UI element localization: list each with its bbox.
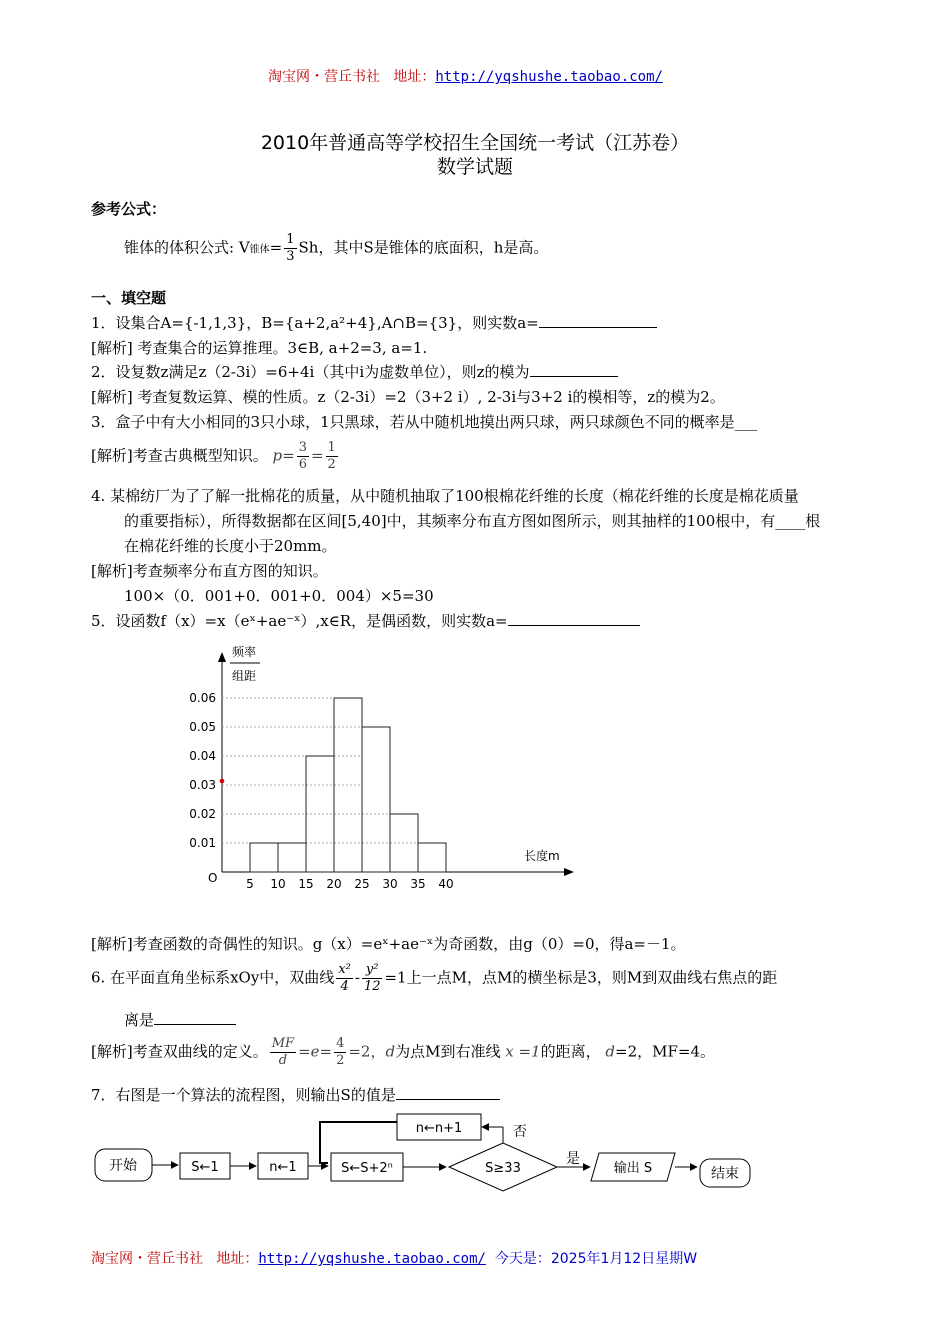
flow-output-label: 输出 S <box>613 1161 653 1176</box>
analysis-3-eq1: = <box>282 446 295 465</box>
analysis-6-n2: 4 <box>336 1036 345 1051</box>
histogram-layer <box>189 644 574 891</box>
question-6-line2 <box>124 1009 236 1030</box>
analysis-1: [解析] 考查集合的运算推理。3∈B, a+2=3, a=1. <box>91 339 428 357</box>
histogram-bar <box>278 843 306 872</box>
flowchart <box>85 1105 765 1205</box>
analysis-2: [解析] 考查复数运算、模的性质。z（2-3i）=2（3+2 i）, 2-3i与3+2 i的模相等，z的模为2。 <box>91 388 725 406</box>
question-6-d2: 12 <box>363 979 381 994</box>
formula-sub: 锥体 <box>249 244 270 256</box>
formula-pre: 锥体的体积公式: V <box>124 238 250 257</box>
page-title: 2010年普通高等学校招生全国统一考试（江苏卷） <box>260 132 690 154</box>
flow-n-init-label: n←1 <box>269 1160 297 1175</box>
formula-post: Sh，其中S是锥体的底面积，h是高。 <box>298 238 549 257</box>
histogram-chart <box>170 640 560 900</box>
formula-num: 1 <box>286 232 295 247</box>
footer-shop: 淘宝网・营丘书社 <box>91 1251 203 1267</box>
question-6-post: 上一点M，点M的横坐标是3，则M到双曲线右焦点的距 <box>406 968 778 987</box>
analysis-4-line1: [解析]考查频率分布直方图的知识。 <box>91 562 328 580</box>
analysis-3-n2: 1 <box>327 440 336 455</box>
flow-yes-label: 是 <box>566 1151 580 1167</box>
answer-blank-1[interactable] <box>539 313 657 328</box>
formula-eq: = <box>269 238 283 257</box>
analysis-6-d2: 2 <box>336 1053 345 1068</box>
marker-dot <box>220 779 225 784</box>
y-tick-label: 0.02 <box>189 807 216 821</box>
histogram-bar <box>250 843 278 872</box>
question-6-minus: - <box>354 968 360 987</box>
analysis-6-post1: 的距离， <box>540 1042 601 1061</box>
question-3: 3．盒子中有大小相同的3只小球，1只黑球，若从中随机地摸出两只球，两只球颜色不同的概率是___ <box>91 413 758 431</box>
answer-blank-7[interactable] <box>396 1085 500 1100</box>
x-tick-label: 5 <box>246 877 254 891</box>
answer-blank-5[interactable] <box>508 611 640 626</box>
analysis-6-post2: =2，MF=4。 <box>615 1042 715 1061</box>
analysis-3-frac1 <box>297 440 309 473</box>
formula-line <box>124 232 548 265</box>
analysis-6-frac2 <box>334 1036 346 1069</box>
analysis-3-n1: 3 <box>298 440 307 455</box>
analysis-3-d1: 6 <box>298 457 307 472</box>
analysis-3-frac2 <box>326 440 338 473</box>
y-axis-arrow <box>218 652 226 662</box>
flow-s-init-label: S←1 <box>191 1160 219 1175</box>
analysis-6 <box>91 1036 715 1069</box>
header-url-link[interactable]: http://yqshushe.taobao.com/ <box>435 69 663 85</box>
analysis-3-eq2: = <box>310 446 324 465</box>
flow-s-update-label: S←S+2ⁿ <box>341 1161 393 1176</box>
analysis-3 <box>91 440 340 473</box>
question-6-frac2 <box>362 962 383 995</box>
y-tick-label: 0.06 <box>189 691 216 705</box>
question-7 <box>91 1084 500 1105</box>
origin-label: O <box>208 871 218 885</box>
analysis-6-n1: MF <box>271 1036 295 1051</box>
analysis-3-text: [解析]考查古典概型知识。 <box>91 446 268 465</box>
header-shop: 淘宝网・营丘书社 <box>268 69 380 85</box>
x-label: 长度m <box>524 849 560 863</box>
analysis-6-pre: [解析]考查双曲线的定义。 <box>91 1042 268 1061</box>
x-axis-arrow <box>564 868 574 876</box>
y-tick-label: 0.01 <box>189 836 216 850</box>
analysis-4-line2: 100×（0．001+0．001+0．004）×5=30 <box>124 587 434 605</box>
y-tick-label: 0.04 <box>189 749 216 763</box>
footer-date: 今天是：2025年1月12日星期W <box>494 1251 698 1267</box>
y-label-bottom: 组距 <box>232 669 257 683</box>
question-4-line1: 4. 某棉纺厂为了了解一批棉花的质量，从中随机抽取了100根棉花纤维的长度（棉花纤维的长度是棉花质量 <box>91 487 799 505</box>
y-tick-label: 0.03 <box>189 778 216 792</box>
formula-label: 参考公式： <box>91 200 167 218</box>
analysis-6-mid: 为点M到右准线 <box>395 1042 501 1061</box>
question-6-n2: y² <box>362 962 383 979</box>
question-1 <box>91 312 657 333</box>
question-6-pre: 6. 在平面直角坐标系xOy中，双曲线 <box>91 968 335 987</box>
analysis-6-eq1: =e= <box>298 1042 333 1061</box>
analysis-6-frac1 <box>270 1036 296 1069</box>
histogram-bar <box>418 843 446 872</box>
analysis-5: [解析]考查函数的奇偶性的知识。g（x）=eˣ+ae⁻ˣ为奇函数，由g（0）=0，得a=－1。 <box>91 935 686 953</box>
analysis-6-d1: d <box>278 1053 288 1068</box>
question-5-text: 5．设函数f（x）=x（eˣ+ae⁻ˣ）,x∈R，是偶函数，则实数a= <box>91 612 508 630</box>
question-2-text: 2．设复数z满足z（2-3i）=6+4i（其中i为虚数单位），则z的模为 <box>91 363 530 381</box>
flow-end-label: 结束 <box>711 1166 739 1182</box>
analysis-6-eq2: =2， <box>348 1042 386 1061</box>
x-tick-label: 20 <box>326 877 342 891</box>
flow-start-label: 开始 <box>109 1158 137 1174</box>
y-tick-label: 0.05 <box>189 720 216 734</box>
formula-fraction <box>284 232 296 265</box>
analysis-6-d-2: d <box>605 1042 615 1061</box>
flow-n-update-label: n←n+1 <box>415 1121 463 1136</box>
analysis-3-d2: 2 <box>327 457 336 472</box>
x-tick-label: 25 <box>354 877 370 891</box>
analysis-6-d: d <box>385 1042 396 1061</box>
histogram-bar <box>362 727 390 872</box>
question-5 <box>91 610 640 631</box>
header-addr-label: 地址： <box>393 69 436 85</box>
answer-blank-6[interactable] <box>154 1010 236 1025</box>
question-4-line2: 的重要指标），所得数据都在区间[5,40]中，其频率分布直方图如图所示，则其抽样的100根中，有____根 <box>124 512 821 530</box>
question-1-text: 1．设集合A={-1,1,3}，B={a+2,a²+4},A∩B={3}，则实数a= <box>91 314 539 332</box>
footer-addr-label: 地址： <box>216 1251 259 1267</box>
formula-den: 3 <box>286 249 295 264</box>
question-6-line2-text: 离是 <box>124 1011 155 1029</box>
x-tick-label: 35 <box>410 877 426 891</box>
footer-url-link[interactable]: http://yqshushe.taobao.com/ <box>258 1251 486 1267</box>
question-4-line3: 在棉花纤维的长度小于20mm。 <box>124 537 337 555</box>
section-heading: 一、填空题 <box>91 289 167 307</box>
flow-no-label: 否 <box>513 1124 527 1140</box>
page-subtitle: 数学试题 <box>436 156 513 178</box>
question-7-text: 7．右图是一个算法的流程图，则输出S的值是 <box>91 1086 396 1104</box>
analysis-6-x: x =1 <box>505 1042 541 1061</box>
question-6-n1: x² <box>338 962 351 977</box>
question-6 <box>91 962 777 995</box>
x-tick-label: 10 <box>270 877 286 891</box>
question-2 <box>91 361 618 382</box>
page-header <box>268 66 663 86</box>
x-tick-label: 30 <box>382 877 398 891</box>
flow-condition-label: S≥33 <box>485 1161 521 1176</box>
question-6-frac1 <box>336 962 353 995</box>
y-label-top: 频率 <box>232 645 257 659</box>
analysis-3-p: p <box>272 446 283 465</box>
question-6-eq: =1 <box>384 968 407 987</box>
question-6-d1: 4 <box>340 979 349 994</box>
x-tick-label: 40 <box>438 877 454 891</box>
page-footer <box>91 1248 697 1268</box>
answer-blank-2[interactable] <box>530 362 618 377</box>
x-tick-label: 15 <box>298 877 314 891</box>
